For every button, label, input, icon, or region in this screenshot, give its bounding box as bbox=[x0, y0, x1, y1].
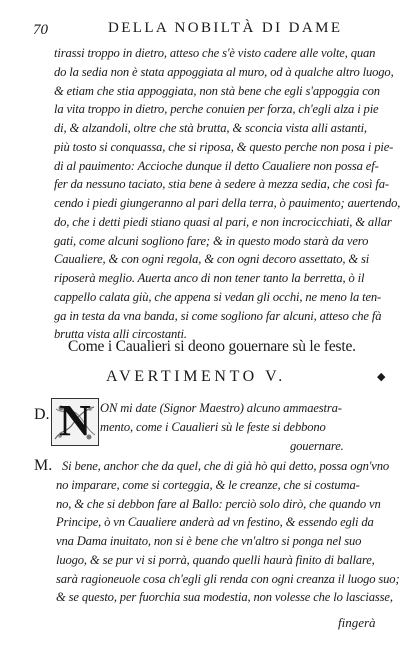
text-line: do, che i detti piedi stiano quasi al pari, e non incrocicchiati, & allar bbox=[54, 214, 392, 229]
question-text bbox=[100, 399, 400, 455]
text-line: & etiam che stia appoggiata, non stà bene che egli s'appoggia con bbox=[54, 83, 380, 98]
text-line: Principe, ò vn Caualiere anderà ad vn festino, & essendo egli da bbox=[56, 515, 374, 530]
text-line: gati, come alcuni sogliono fare; & in questo modo starà da vero bbox=[54, 233, 369, 248]
text-line: Caualiere, & con ogni regola, & con ogni decoro assettato, & si bbox=[54, 252, 370, 267]
text-line: di, & alzandoli, oltre che stà brutta, & sconcia vista alli astanti, bbox=[54, 121, 367, 135]
chapter-title: Come i Caualieri si deono gouernare sù le feste. bbox=[68, 338, 356, 355]
running-head: DELLA NOBILTÀ DI DAME bbox=[108, 20, 343, 36]
body-text bbox=[54, 44, 401, 344]
text-line: brutta vista alli circostanti. bbox=[54, 327, 187, 342]
text-line: gouernare. bbox=[290, 438, 344, 453]
text-line: ga in testa da vna banda, si come sogliono far alcuni, atteso che fà bbox=[54, 308, 382, 323]
text-line: sarà ragioneuole cosa ch'egli gli renda con ogni creanza il luogo suo; bbox=[56, 571, 400, 586]
text-line: di al pauimento: Accioche dunque il detto Caualiere non possa ef- bbox=[54, 158, 379, 173]
text-line: Si bene, anchor che da quel, che di già hò qui detto, possa ogn'vno bbox=[62, 459, 390, 473]
text-line: tirassi troppo in dietro, atteso che s'è visto cadere alle volte, quan bbox=[54, 46, 376, 60]
text-line: & se questo, per fuorchia sua modestia, non volesse che lo lasciasse, bbox=[56, 590, 393, 605]
page-header bbox=[0, 16, 413, 40]
text-line: mento, come i Caualieri sù le feste si debbono bbox=[100, 419, 326, 434]
text-line: ON mi date (Signor Maestro) alcuno ammaestra- bbox=[100, 401, 342, 415]
text-line: luogo, & se pur vi si porrà, quando quelli haurà finito di ballare, bbox=[56, 552, 375, 567]
decorated-initial bbox=[51, 398, 99, 446]
text-line: vna Dama inuitato, non si è bene che vn'altro si ponga nel suo bbox=[56, 534, 362, 548]
answer-text bbox=[56, 457, 400, 607]
text-line: la vita troppo in dietro, perche conuien per forza, ch'egli alza i pie bbox=[54, 102, 379, 117]
initial-letter: N bbox=[59, 398, 91, 445]
page-number: 70 bbox=[33, 22, 48, 38]
text-line: cappello calata giù, che appena si vedan gli occhi, ne meno la ten- bbox=[54, 289, 382, 304]
text-line: cendo i piedi giungeranno al pari della terra, ò pauimento; auertendo, bbox=[54, 196, 401, 210]
text-line: no, & che si debbon fare al Ballo: perciò solo dirò, che quando vn bbox=[56, 496, 381, 511]
speaker-d-label: D. bbox=[34, 406, 50, 423]
section-heading: AVERTIMENTO V. bbox=[106, 368, 286, 385]
text-line: più tosto si conquassa, che si riposa, & questo perche non posa i pie- bbox=[54, 139, 394, 154]
text-line: no imparare, come si corteggia, & le creanze, che si costuma- bbox=[56, 477, 360, 492]
section-mark: ◆ bbox=[377, 371, 386, 383]
text-line: riposerà meglio. Auerta anco di non tener tanto la berretta, ò il bbox=[54, 271, 365, 285]
speaker-m-label: M. bbox=[34, 457, 53, 474]
text-line: do la sedia non è stata appoggiata al muro, od à qualche altro luogo, bbox=[54, 64, 394, 79]
text-line: fer da nessuno taciato, stia bene à sedere à mezza sedia, che così fa- bbox=[54, 177, 389, 192]
catchword: fingerà bbox=[338, 615, 376, 630]
